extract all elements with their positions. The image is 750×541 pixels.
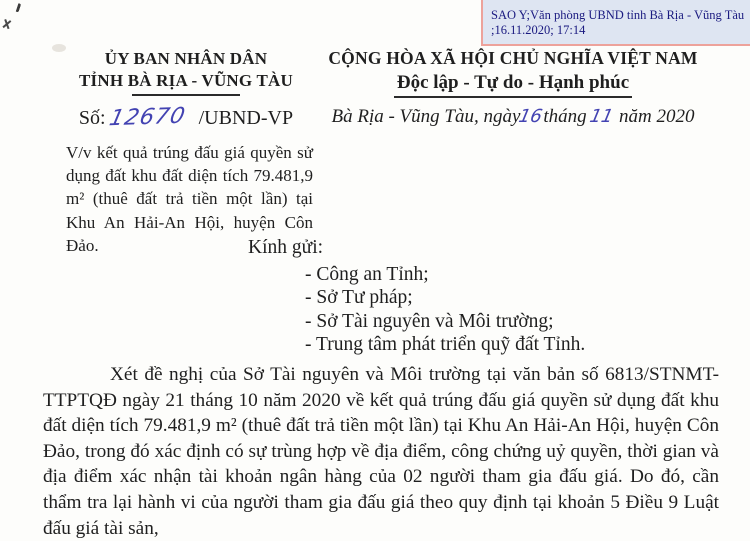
document-number-handwritten: 12670 bbox=[106, 103, 188, 132]
salutation: Kính gửi: bbox=[248, 237, 324, 258]
issuing-org-header bbox=[60, 48, 312, 130]
recipient-item: - Sở Tư pháp; bbox=[305, 287, 413, 309]
date-month-handwritten: 11 bbox=[588, 106, 616, 127]
org-name-line1: ỦY BAN NHÂN DÂN bbox=[104, 49, 268, 68]
recipient-item: - Sở Tài nguyên và Môi trường; bbox=[305, 310, 554, 332]
national-motto-line1: CỘNG HÒA XÃ HỘI CHỦ NGHĨA VIỆT NAM bbox=[328, 48, 698, 68]
recipient-item: - Công an Tỉnh; bbox=[305, 264, 429, 285]
certification-stamp-box bbox=[481, 0, 750, 46]
document-number-suffix: /UBND-VP bbox=[198, 107, 294, 129]
document-number-line bbox=[60, 105, 312, 130]
national-motto-line2: Độc lập - Tự do - Hạnh phúc bbox=[396, 72, 630, 93]
national-header bbox=[318, 48, 708, 128]
stamp-line-2: ;16.11.2020; 17:14 bbox=[491, 23, 586, 37]
date-day-handwritten: 16 bbox=[517, 106, 545, 127]
date-suffix: năm 2020 bbox=[619, 106, 695, 127]
body-paragraph: Xét đề nghị của Sở Tài nguyên và Môi trường tại văn bản số 6813/STNMT-TTPTQĐ ngày 21 tháng 10 năm 2020 về kết quả trúng đấu giá quyền sử dụng đất khu đất diện tích 79.481,9 m² (thuê đất trả tiền một lần) tại Khu An Hải-An Hội, huyện Côn Đảo, trong đó xác định có sự trùng hợp về địa điểm, công chứng uỷ quyền, thời gian và địa điểm xác nhận tài khoản ngân hàng của 02 người tham gia đấu giá. Do đó, cần thẩm tra lại hành vi của người tham gia đấu giá theo quy định tại khoản 5 Điều 9 Luật đấu giá tài sản, bbox=[43, 364, 719, 539]
scan-artifact-mark bbox=[1, 18, 12, 29]
stamp-line-1: SAO Y;Văn phòng UBND tỉnh Bà Rịa - Vũng Tàu bbox=[491, 8, 745, 22]
document-subject: V/v kết quả trúng đấu giá quyền sử dụng đất khu đất diện tích 79.481,9 m² (thuê đất trả tiền một lần) tại Khu An Hải-An Hội, huyện Côn Đảo. bbox=[66, 143, 313, 255]
document-number-label: Số: bbox=[78, 107, 106, 129]
motto-underline bbox=[394, 96, 632, 98]
org-name-line2: TỈNH BÀ RỊA - VŨNG TÀU bbox=[79, 70, 293, 90]
date-prefix: Bà Rịa - Vũng Tàu, ngày bbox=[331, 106, 521, 127]
scan-artifact-mark bbox=[14, 2, 22, 12]
place-date-line bbox=[318, 106, 708, 128]
org-underline bbox=[132, 94, 240, 96]
recipient-item: - Trung tâm phát triển quỹ đất Tỉnh. bbox=[305, 334, 586, 356]
date-middle: tháng bbox=[543, 106, 587, 127]
recipient-list bbox=[305, 263, 585, 357]
